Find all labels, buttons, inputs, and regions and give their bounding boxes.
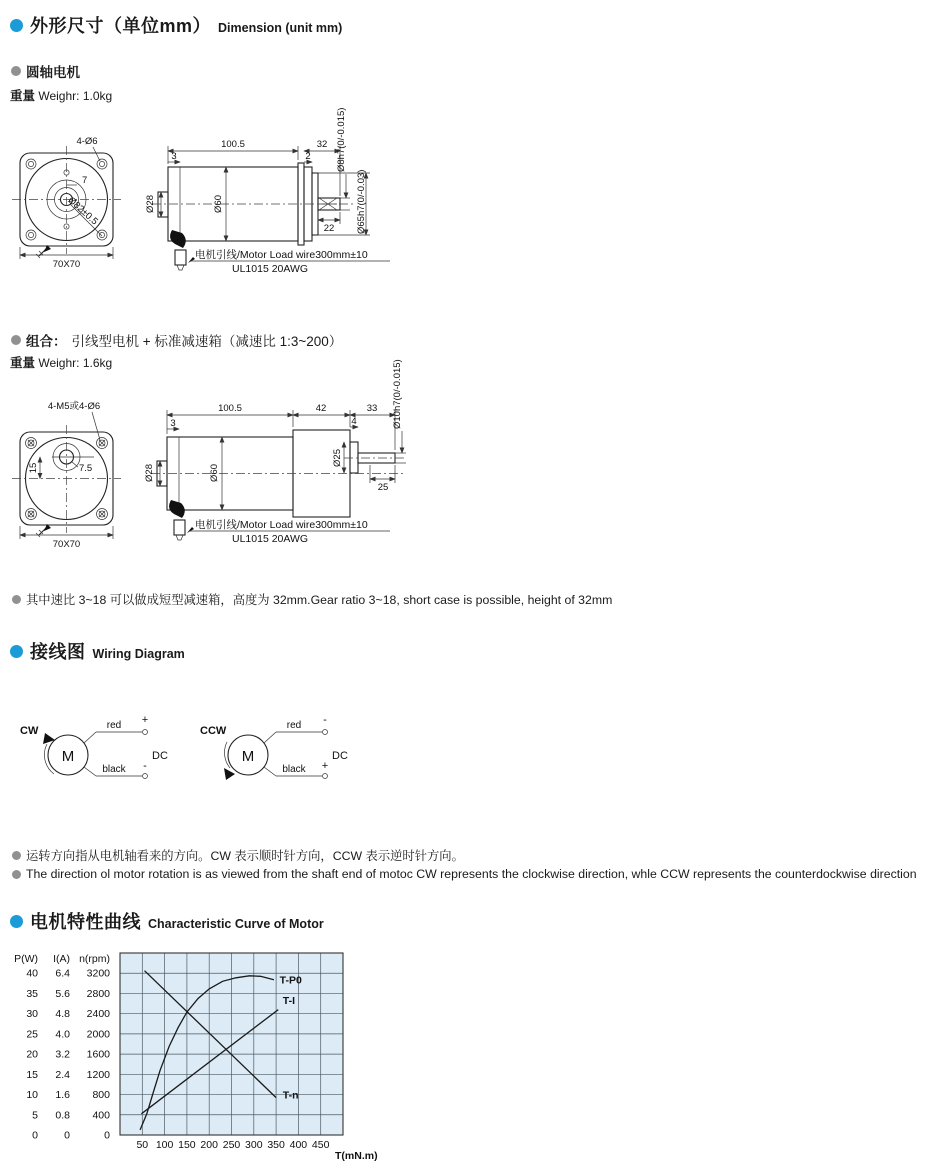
dim-25: 25 (377, 482, 389, 493)
weight2-cn: 重量 (10, 356, 36, 370)
wiring-note-en (12, 867, 917, 881)
x-axis-label: T(mN.m) (335, 1150, 378, 1162)
gray-bullet-icon (12, 595, 21, 604)
gear-ratio-note (12, 590, 612, 608)
tick-I(A): 4.8 (55, 1008, 70, 1021)
weight-line-1 (10, 86, 112, 104)
plus-terminal: + (321, 760, 329, 772)
dim-15: 15 (28, 462, 39, 474)
tick-P(W): 5 (32, 1109, 38, 1122)
motor-symbol: M (61, 748, 75, 765)
combo-label-bold: 组合： (26, 334, 67, 349)
cw-label: CW (20, 725, 39, 737)
x-tick: 50 (136, 1139, 149, 1151)
dim-100-5: 100.5 (218, 403, 242, 414)
section-title-cn: 电机特性曲线 (30, 912, 141, 932)
dim-d60: Ø60 (209, 464, 220, 482)
minus-terminal: - (323, 714, 327, 726)
section-title-en: Wiring Diagram (92, 647, 185, 661)
tick-P(W): 40 (26, 967, 38, 980)
blue-bullet-icon (10, 915, 23, 928)
dim-33: 33 (366, 403, 378, 414)
curve-label-T-n: T-n (282, 1089, 299, 1102)
side-view-round-shaft (145, 108, 390, 275)
wire-label-line2: UL1015 20AWG (232, 533, 309, 545)
dim-d82: Ø82±0.5 (65, 194, 100, 228)
dim-3: 3 (171, 151, 177, 162)
curve-label-T-P0: T-P0 (279, 974, 302, 987)
gray-bullet-icon (11, 66, 21, 76)
dc-label: DC (152, 750, 168, 762)
blue-bullet-icon (10, 645, 23, 658)
dim-7-5: 7.5 (79, 463, 93, 474)
tick-n(rpm): 800 (92, 1089, 110, 1102)
dim-42: 42 (315, 403, 327, 414)
wire-label-line1: 电机引线/Motor Load wire300mm±10 (195, 249, 368, 261)
tick-P(W): 0 (32, 1129, 38, 1142)
dim-d25: Ø25 (332, 449, 343, 467)
wire-label-line2: UL1015 20AWG (232, 263, 309, 275)
dimension-drawing-round-shaft (14, 107, 474, 294)
red-wire-label: red (106, 720, 122, 731)
tick-P(W): 35 (26, 987, 38, 1000)
combo-label-rest: 引线型电机 + 标准减速箱（减速比 1:3~200） (71, 334, 343, 349)
weight2-value: Weighr: 1.6kg (38, 356, 113, 370)
tick-I(A): 0 (64, 1129, 70, 1142)
tick-n(rpm): 1200 (86, 1068, 110, 1081)
wiring-note-cn-text: 运转方向指从电机轴看来的方向。CW 表示顺时针方向，CCW 表示逆时针方向。 (26, 849, 464, 863)
gray-bullet-icon (12, 851, 21, 860)
front-view-gearmotor (12, 400, 121, 550)
tick-P(W): 10 (26, 1089, 38, 1102)
tick-P(W): 20 (26, 1048, 38, 1061)
round-shaft-subheading (11, 61, 80, 81)
section-dimension-title (10, 12, 342, 38)
wire-label-line1: 电机引线/Motor Load wire300mm±10 (195, 519, 368, 531)
dim-d8h7: Ø8h7(0/-0.015) (336, 107, 347, 172)
wiring-cw (20, 714, 168, 779)
gray-bullet-icon (11, 335, 21, 345)
tick-n(rpm): 400 (92, 1109, 110, 1122)
dim-d28: Ø28 (145, 195, 156, 213)
tick-n(rpm): 2000 (86, 1028, 110, 1041)
curve-label-T-I: T-I (282, 995, 296, 1008)
dim-100-5: 100.5 (221, 139, 245, 150)
tick-n(rpm): 1600 (86, 1048, 110, 1061)
weight1-value: Weighr: 1.0kg (38, 89, 113, 103)
gear-note-text: 其中速比 3~18 可以做成短型减速箱，高度为 32mm.Gear ratio 3~18, short case is possible, height of 32mm (26, 593, 613, 607)
ccw-label: CCW (200, 725, 227, 737)
x-tick: 150 (178, 1139, 196, 1151)
tick-P(W): 30 (26, 1008, 38, 1021)
axis-header-P(W): P(W) (14, 953, 38, 965)
tick-I(A): 6.4 (55, 967, 70, 980)
dim-4: 4 (351, 416, 357, 427)
dim-d28: Ø28 (144, 464, 155, 482)
x-tick: 450 (311, 1139, 330, 1151)
x-tick: 300 (245, 1139, 263, 1151)
tick-P(W): 25 (26, 1028, 38, 1041)
blue-bullet-icon (10, 19, 23, 32)
tick-I(A): 2.4 (55, 1068, 70, 1081)
combo-subheading (11, 330, 342, 350)
characteristic-curve-chart (14, 946, 394, 1168)
wiring-note-en-text: The direction ol motor rotation is as viewed from the shaft end of motoc CW represents the clockwise direction, whle CCW represents the counterdockwise direction (26, 867, 917, 881)
weight1-cn: 重量 (10, 89, 36, 103)
dim-d60: Ø60 (213, 195, 224, 213)
wiring-diagram (14, 710, 474, 805)
tick-I(A): 4.0 (55, 1028, 70, 1041)
dim-70x70: 70X70 (52, 259, 81, 270)
tick-n(rpm): 2400 (86, 1008, 110, 1021)
x-tick: 100 (155, 1139, 174, 1151)
red-wire-label: red (286, 720, 302, 731)
dim-7: 7 (82, 175, 88, 186)
side-view-gearmotor (144, 359, 406, 545)
dim-2: 2 (305, 151, 311, 162)
section-curve-title (10, 908, 324, 934)
axis-header-I(A): I(A) (53, 953, 70, 965)
section-title-cn: 外形尺寸（单位mm） (30, 16, 212, 36)
weight-line-2 (10, 353, 112, 371)
x-tick: 350 (267, 1139, 285, 1151)
section-title-en: Characteristic Curve of Motor (148, 917, 324, 931)
black-wire-label: black (282, 764, 306, 775)
section-title-en: Dimension (unit mm) (218, 21, 343, 35)
black-wire-label: black (102, 764, 126, 775)
tick-P(W): 15 (26, 1068, 38, 1081)
dc-label: DC (332, 750, 348, 762)
dim-32: 32 (316, 139, 328, 150)
tick-I(A): 0.8 (55, 1109, 70, 1122)
ground-symbol-icon (36, 245, 51, 258)
x-tick: 250 (222, 1139, 241, 1151)
wiring-ccw (200, 714, 348, 780)
curve-plot-svg (14, 946, 394, 1168)
gray-bullet-icon (12, 870, 21, 879)
dim-4m5: 4-M5或4-Ø6 (47, 401, 101, 412)
tick-I(A): 3.2 (55, 1048, 70, 1061)
dim-3: 3 (170, 418, 176, 429)
tick-I(A): 5.6 (55, 987, 70, 1000)
section-wiring-title (10, 638, 185, 664)
axis-header-n(rpm): n(rpm) (79, 953, 110, 965)
round-shaft-label: 圆轴电机 (26, 65, 80, 80)
tick-I(A): 1.6 (55, 1089, 70, 1102)
tick-n(rpm): 0 (104, 1129, 110, 1142)
tick-n(rpm): 2800 (86, 987, 110, 1000)
minus-terminal: - (143, 760, 147, 772)
dim-d10h7: Ø10h7(0/-0.015) (392, 359, 403, 429)
dim-70x70: 70X70 (52, 539, 81, 550)
wiring-note-cn (12, 846, 464, 864)
dim-4xd6: 4-Ø6 (76, 136, 98, 147)
tick-n(rpm): 3200 (86, 967, 110, 980)
x-tick: 200 (200, 1139, 218, 1151)
motor-symbol: M (241, 748, 255, 765)
front-view-round-shaft (12, 136, 121, 270)
dim-d65h7: Ø65h7(0/-0.03) (356, 169, 367, 234)
x-tick: 400 (289, 1139, 308, 1151)
section-title-cn: 接线图 (30, 642, 86, 662)
plus-terminal: + (141, 714, 149, 726)
dim-22: 22 (323, 223, 335, 234)
